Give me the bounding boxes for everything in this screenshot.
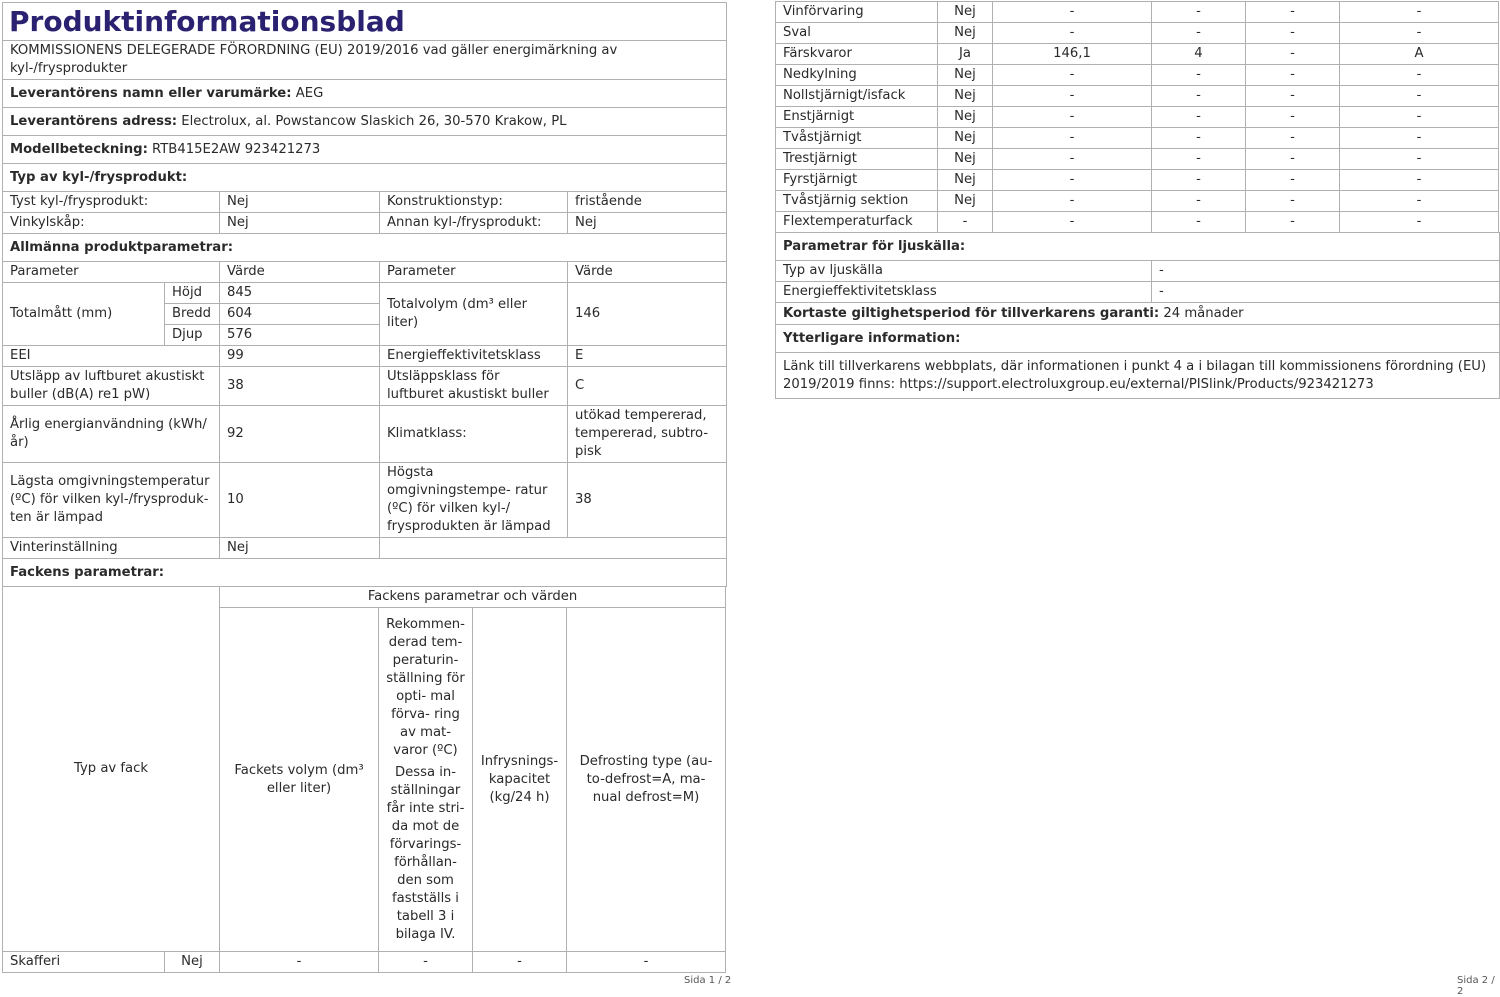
compartment-defrost: - <box>1340 2 1499 23</box>
compartment-freezing: - <box>1246 65 1340 86</box>
additional-text: Länk till tillverkarens webbplats, där informationen i punkt 4 a i bilagan till kommissionens förordning (EU) 2019/2019 finns: <box>783 358 1487 392</box>
compartment-present: Nej <box>938 128 993 149</box>
depth-label: Djup <box>165 325 220 346</box>
light-type-value: - <box>1152 261 1500 282</box>
compartment-freezing: - <box>1246 44 1340 65</box>
compartment-temp: - <box>1152 212 1246 233</box>
compartment-defrost: - <box>1340 191 1499 212</box>
height-value: 845 <box>220 283 380 304</box>
compartment-present: Nej <box>938 2 993 23</box>
regulation-text: KOMMISSIONENS DELEGERADE FÖRORDNING (EU) 2019/2016 vad gäller energimärkning av kyl-/frysprodukter <box>3 41 727 80</box>
compartments-heading: Fackens parametrar: <box>3 559 727 587</box>
light-heading: Parametrar för ljuskälla: <box>776 233 1500 261</box>
compartment-freezing: - <box>1246 86 1340 107</box>
noise-class-label: Utsläppsklass för luftburet akustiskt buller <box>380 367 568 406</box>
compartment-freezing: - <box>1246 23 1340 44</box>
additional-heading: Ytterligare information: <box>776 325 1500 353</box>
table-row <box>776 65 1499 86</box>
model-value: RTB415E2AW 923421273 <box>152 141 321 157</box>
table-row <box>776 86 1499 107</box>
construction-label: Konstruktionstyp: <box>380 192 568 213</box>
compartment-name: Tvåstjärnigt <box>776 128 938 149</box>
page-number-2: Sida 2 / 2 <box>1457 975 1495 997</box>
compartment-temp: - <box>1152 191 1246 212</box>
compartment-volume: - <box>993 107 1152 128</box>
compartment-name: Vinförvaring <box>776 2 938 23</box>
compartment-volume: - <box>993 128 1152 149</box>
min-temp-label: Lägsta omgivningstemperatur (ºC) för vilken kyl-/frysproduk- ten är lämpad <box>3 463 220 538</box>
col-type-header: Typ av fack <box>3 587 220 952</box>
compartment-defrost: A <box>1340 44 1499 65</box>
col-temp-header <box>379 608 473 952</box>
noise-label: Utsläpp av luftburet akustiskt buller (dB(A) re1 pW) <box>3 367 220 406</box>
energy-class-label: Energieffektivitetsklass <box>380 346 568 367</box>
winter-label: Vinterinställning <box>3 538 220 559</box>
compartment-volume: 146,1 <box>993 44 1152 65</box>
model-label: Modellbeteckning: <box>10 141 148 157</box>
table-row <box>776 170 1499 191</box>
other-label: Annan kyl-/frysprodukt: <box>380 213 568 234</box>
empty-cell <box>380 538 727 559</box>
compartment-temp: - <box>1152 170 1246 191</box>
compartment-volume: - <box>993 65 1152 86</box>
other-value: Nej <box>568 213 727 234</box>
compartment-temp: - <box>1152 2 1246 23</box>
compartment-present: Nej <box>938 86 993 107</box>
compartment-temp: - <box>1152 23 1246 44</box>
compartment-temp: - <box>1152 149 1246 170</box>
col-value-header: Värde <box>220 262 380 283</box>
compartment-name: Nedkylning <box>776 65 938 86</box>
pantry-temp: - <box>379 952 473 973</box>
table-row <box>776 2 1499 23</box>
energy-class-value: E <box>568 346 727 367</box>
compartment-defrost: - <box>1340 107 1499 128</box>
compartment-volume: - <box>993 2 1152 23</box>
col-volume-header: Fackets volym (dm³ eller liter) <box>220 608 379 952</box>
page-title: Produktinformationsblad <box>3 3 727 41</box>
supplier-address-row <box>3 108 727 136</box>
max-temp-value: 38 <box>568 463 727 538</box>
compartment-volume: - <box>993 212 1152 233</box>
climate-value: utökad tempererad, tempererad, subtro- pisk <box>568 406 727 463</box>
compartment-freezing: - <box>1246 170 1340 191</box>
col-parameter-header: Parameter <box>3 262 220 283</box>
type-heading: Typ av kyl-/frysprodukt: <box>3 164 727 192</box>
annual-value: 92 <box>220 406 380 463</box>
table-row <box>776 23 1499 44</box>
light-type-label: Typ av ljuskälla <box>776 261 1152 282</box>
compartment-name: Trestjärnigt <box>776 149 938 170</box>
warranty-value: 24 månader <box>1163 305 1244 321</box>
supplier-address-label: Leverantörens adress: <box>10 113 178 129</box>
compartment-volume: - <box>993 86 1152 107</box>
compartment-defrost: - <box>1340 23 1499 44</box>
noise-value: 38 <box>220 367 380 406</box>
page-1 <box>2 2 726 973</box>
compartment-freezing: - <box>1246 212 1340 233</box>
light-table <box>775 232 1500 399</box>
silent-label: Tyst kyl-/frysprodukt: <box>3 192 220 213</box>
compartment-present: Nej <box>938 170 993 191</box>
compartment-temp: - <box>1152 86 1246 107</box>
compartment-present: Nej <box>938 107 993 128</box>
compartment-name: Färskvaror <box>776 44 938 65</box>
max-temp-label: Högsta omgivningstempe- ratur (ºC) för vilken kyl-/ frysprodukten är lämpad <box>380 463 568 538</box>
compartment-present: Ja <box>938 44 993 65</box>
compartment-name: Sval <box>776 23 938 44</box>
product-info-table <box>2 2 727 587</box>
compartment-defrost: - <box>1340 149 1499 170</box>
compartment-name: Tvåstjärnig sektion <box>776 191 938 212</box>
compartment-freezing: - <box>1246 149 1340 170</box>
pantry-defrost: - <box>567 952 726 973</box>
warranty-label: Kortaste giltighetsperiod för tillverkarens garanti: <box>783 305 1160 321</box>
dims-label: Totalmått (mm) <box>3 283 165 346</box>
compartment-volume: - <box>993 149 1152 170</box>
compartment-freezing: - <box>1246 128 1340 149</box>
climate-label: Klimatklass: <box>380 406 568 463</box>
table-row <box>776 149 1499 170</box>
compartment-defrost: - <box>1340 86 1499 107</box>
compartment-freezing: - <box>1246 107 1340 128</box>
supplier-address-value: Electrolux, al. Powstancow Slaskich 26, 30-570 Krakow, PL <box>181 113 567 129</box>
compartment-volume: - <box>993 23 1152 44</box>
supplier-name-label: Leverantörens namn eller varumärke: <box>10 85 292 101</box>
col-parameter-header-2: Parameter <box>380 262 568 283</box>
annual-label: Årlig energianvändning (kWh/ år) <box>3 406 220 463</box>
compartment-name: Nollstjärnigt/isfack <box>776 86 938 107</box>
compartment-defrost: - <box>1340 170 1499 191</box>
table-row <box>776 107 1499 128</box>
height-label: Höjd <box>165 283 220 304</box>
width-label: Bredd <box>165 304 220 325</box>
light-class-value: - <box>1152 282 1500 303</box>
model-row <box>3 136 727 164</box>
pantry-present: Nej <box>165 952 220 973</box>
pantry-name: Skafferi <box>3 952 165 973</box>
compartment-present: - <box>938 212 993 233</box>
pantry-freezing: - <box>473 952 567 973</box>
manufacturer-link[interactable]: https://support.electroluxgroup.eu/external/PISlink/Products/923421273 <box>899 376 1374 392</box>
additional-info <box>776 353 1500 399</box>
width-value: 604 <box>220 304 380 325</box>
wine-value: Nej <box>220 213 380 234</box>
table-row <box>776 212 1499 233</box>
compartment-freezing: - <box>1246 191 1340 212</box>
compartment-present: Nej <box>938 23 993 44</box>
construction-value: fristående <box>568 192 727 213</box>
page-number-1: Sida 1 / 2 <box>684 975 732 986</box>
compartment-volume: - <box>993 191 1152 212</box>
table-row <box>776 128 1499 149</box>
col-freezing-header: Infrysnings- kapacitet (kg/24 h) <box>473 608 567 952</box>
table-row <box>776 191 1499 212</box>
volume-value: 146 <box>568 283 727 346</box>
table-row <box>776 44 1499 65</box>
compartment-present: Nej <box>938 65 993 86</box>
compartment-defrost: - <box>1340 212 1499 233</box>
volume-label: Totalvolym (dm³ eller liter) <box>380 283 568 346</box>
warranty-row <box>776 303 1500 325</box>
col-temp-header-a: Rekommen- derad tem- peraturin- ställning för opti- mal förva- ring av mat- varor (ºC) <box>386 616 465 758</box>
compartments-table-continued <box>775 1 1499 233</box>
comp-params-header: Fackens parametrar och värden <box>220 587 726 608</box>
compartment-present: Nej <box>938 191 993 212</box>
eei-value: 99 <box>220 346 380 367</box>
depth-value: 576 <box>220 325 380 346</box>
col-defrost-header: Defrosting type (au- to-defrost=A, ma- nual defrost=M) <box>567 608 726 952</box>
wine-label: Vinkylskåp: <box>3 213 220 234</box>
supplier-name-row <box>3 80 727 108</box>
col-temp-header-b: Dessa in- ställningar får inte stri- da mot de förvarings- förhållan- den som fastställs i tabell 3 i bilaga IV. <box>386 764 465 942</box>
compartment-temp: - <box>1152 107 1246 128</box>
supplier-name-value: AEG <box>295 85 324 101</box>
compartment-defrost: - <box>1340 128 1499 149</box>
compartment-present: Nej <box>938 149 993 170</box>
light-class-label: Energieffektivitetsklass <box>776 282 1152 303</box>
noise-class-value: C <box>568 367 727 406</box>
compartment-freezing: - <box>1246 2 1340 23</box>
compartment-volume: - <box>993 170 1152 191</box>
eei-label: EEI <box>3 346 220 367</box>
winter-value: Nej <box>220 538 380 559</box>
general-heading: Allmänna produktparametrar: <box>3 234 727 262</box>
col-value-header-2: Värde <box>568 262 727 283</box>
page-2 <box>775 1 1499 399</box>
compartments-table <box>2 586 726 973</box>
compartment-temp: - <box>1152 128 1246 149</box>
compartment-name: Enstjärnigt <box>776 107 938 128</box>
compartment-temp: 4 <box>1152 44 1246 65</box>
compartment-name: Fyrstjärnigt <box>776 170 938 191</box>
table-row <box>3 952 726 973</box>
min-temp-value: 10 <box>220 463 380 538</box>
pantry-volume: - <box>220 952 379 973</box>
compartment-temp: - <box>1152 65 1246 86</box>
compartment-defrost: - <box>1340 65 1499 86</box>
compartment-name: Flextemperaturfack <box>776 212 938 233</box>
silent-value: Nej <box>220 192 380 213</box>
